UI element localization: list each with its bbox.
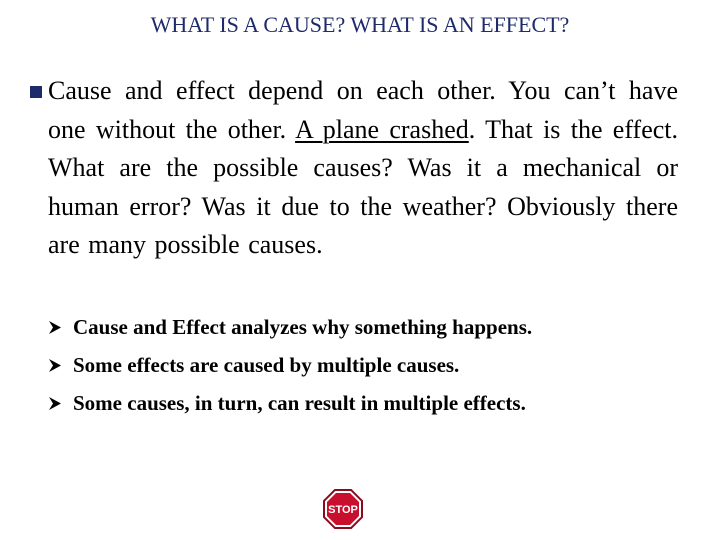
arrow-bullet-icon xyxy=(48,321,61,334)
paragraph-text-2: . That is the effect. What are the possible causes? Was it a mechanical or human error? Was it due to the weather? Obviously there are many possible causes. xyxy=(48,114,678,259)
sub-point xyxy=(48,308,708,346)
sub-point xyxy=(48,346,708,384)
sub-point-text: Some causes, in turn, can result in multiple effects. xyxy=(73,390,526,415)
paragraph-underlined-text: A plane crashed xyxy=(295,114,469,144)
stop-sign-text: STOP xyxy=(328,504,358,516)
square-bullet-icon xyxy=(30,86,42,98)
paragraph-text-1: Cause and effect depend on each other. You can’t have one without the other. xyxy=(48,76,678,144)
main-paragraph xyxy=(48,72,678,265)
page-title: WHAT IS A CAUSE? WHAT IS AN EFFECT? xyxy=(150,12,570,37)
stop-sign-icon[interactable] xyxy=(322,488,364,530)
sub-point-text: Some effects are caused by multiple causes. xyxy=(73,352,460,377)
sub-point-list xyxy=(48,308,708,422)
sub-point-text: Cause and Effect analyzes why something happens. xyxy=(73,314,533,339)
arrow-bullet-icon xyxy=(48,397,61,410)
arrow-bullet-icon xyxy=(48,359,61,372)
sub-point xyxy=(48,384,708,422)
